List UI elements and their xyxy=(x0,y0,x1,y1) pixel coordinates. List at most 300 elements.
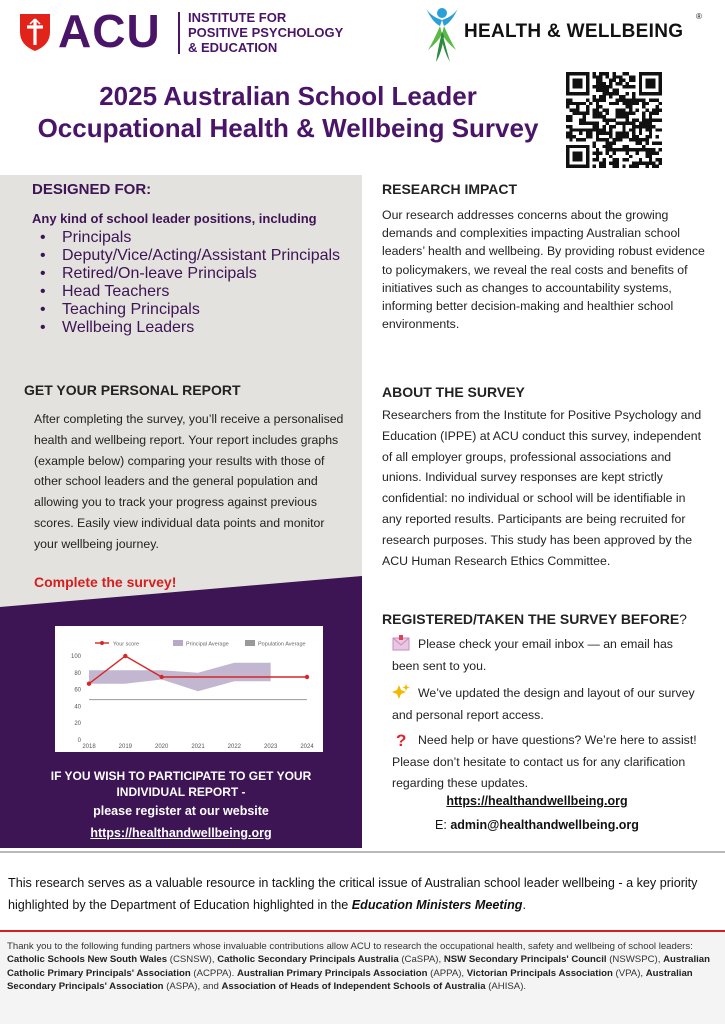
qr-module xyxy=(596,132,599,135)
qr-module xyxy=(579,132,582,135)
qr-module xyxy=(645,155,648,158)
partner-name: Australian Primary Principals Association xyxy=(236,967,428,979)
qr-module xyxy=(569,135,572,138)
qr-module xyxy=(586,151,589,154)
qr-module xyxy=(629,165,632,168)
qr-module xyxy=(586,165,589,168)
email-label: E: xyxy=(435,818,447,832)
qr-module xyxy=(586,82,589,85)
email-line xyxy=(382,818,692,832)
qr-module xyxy=(573,102,576,105)
qr-module xyxy=(612,89,615,92)
qr-module xyxy=(573,112,576,115)
qr-module xyxy=(602,132,605,135)
qr-module xyxy=(586,89,589,92)
qr-module xyxy=(579,122,582,125)
qr-module xyxy=(629,138,632,141)
qr-module xyxy=(586,148,589,151)
qr-module xyxy=(642,112,645,115)
qr-module xyxy=(636,98,639,101)
qr-module xyxy=(612,142,615,145)
health-wellbeing-logo-text: HEALTH & WELLBEING xyxy=(464,21,684,42)
x-tick-label: 2021 xyxy=(191,744,205,750)
qr-module xyxy=(566,75,569,78)
qr-module xyxy=(583,102,586,105)
x-tick-label: 2024 xyxy=(300,744,314,750)
acu-wordmark: ACU xyxy=(58,5,161,57)
qr-module xyxy=(579,82,582,85)
qr-module xyxy=(655,72,658,75)
qr-module xyxy=(602,118,605,121)
qr-module xyxy=(652,165,655,168)
qr-module xyxy=(599,79,602,82)
qr-module xyxy=(626,158,629,161)
qr-module xyxy=(586,135,589,138)
qr-module xyxy=(596,105,599,108)
qr-module xyxy=(612,125,615,128)
qr-module xyxy=(602,128,605,131)
qr-module xyxy=(616,89,619,92)
qr-module xyxy=(599,161,602,164)
qr-module xyxy=(579,155,582,158)
qr-module xyxy=(619,135,622,138)
qr-module xyxy=(632,75,635,78)
qr-module xyxy=(645,92,648,95)
qr-module xyxy=(596,128,599,131)
impact-statement xyxy=(8,872,714,916)
qr-module xyxy=(645,135,648,138)
envelope-icon xyxy=(392,635,410,651)
qr-module xyxy=(599,112,602,115)
qr-module xyxy=(639,125,642,128)
qr-module xyxy=(645,102,648,105)
qr-module xyxy=(649,92,652,95)
qr-module xyxy=(659,158,662,161)
partner-abbr: (NSWSPC), xyxy=(606,954,664,966)
partner-abbr: (VPA), xyxy=(612,967,646,979)
qr-module xyxy=(592,75,595,78)
qr-module xyxy=(602,138,605,141)
qr-module xyxy=(616,112,619,115)
qr-module xyxy=(622,145,625,148)
qr-module xyxy=(592,98,595,101)
x-tick-label: 2020 xyxy=(154,744,169,750)
qr-module xyxy=(622,102,625,105)
qr-module xyxy=(626,135,629,138)
qr-module xyxy=(626,151,629,154)
qr-module xyxy=(579,112,582,115)
qr-module xyxy=(609,161,612,164)
qr-module xyxy=(616,135,619,138)
qr-module xyxy=(606,112,609,115)
example-report-chart xyxy=(55,626,323,752)
qr-module xyxy=(659,108,662,111)
qr-module xyxy=(616,165,619,168)
institute-line: POSITIVE PSYCHOLOGY xyxy=(188,25,344,40)
register-cta-line: please register at our website xyxy=(93,804,269,818)
list-item: • Retired/On-leave Principals xyxy=(38,265,348,283)
qr-module xyxy=(649,98,652,101)
qr-module xyxy=(642,148,645,151)
qr-module xyxy=(596,151,599,154)
qr-module xyxy=(626,102,629,105)
qr-module xyxy=(636,125,639,128)
qr-module xyxy=(622,158,625,161)
qr-module xyxy=(642,105,645,108)
qr-module xyxy=(566,102,569,105)
personal-report-heading: GET YOUR PERSONAL REPORT xyxy=(24,382,241,398)
qr-module xyxy=(626,85,629,88)
qr-module xyxy=(659,148,662,151)
qr-module xyxy=(652,79,655,82)
qr-module xyxy=(616,158,619,161)
qr-module xyxy=(649,115,652,118)
qr-module xyxy=(602,165,605,168)
qr-module xyxy=(566,145,569,148)
qr-module xyxy=(639,75,642,78)
qr-module xyxy=(609,102,612,105)
partner-name: NSW Secondary Principals' Council xyxy=(443,954,607,966)
qr-module xyxy=(599,132,602,135)
qr-module xyxy=(596,102,599,105)
qr-module xyxy=(583,165,586,168)
qr-module xyxy=(576,105,579,108)
qr-module xyxy=(636,151,639,154)
qr-module xyxy=(632,125,635,128)
qr-module xyxy=(642,98,645,101)
qr-module xyxy=(639,89,642,92)
qr-module xyxy=(599,72,602,75)
qr-module xyxy=(599,115,602,118)
qr-module xyxy=(616,115,619,118)
qr-module xyxy=(629,122,632,125)
qr-module xyxy=(629,98,632,101)
header xyxy=(0,0,725,175)
qr-module xyxy=(659,75,662,78)
qr-module xyxy=(622,108,625,111)
qr-module xyxy=(629,112,632,115)
qr-module xyxy=(616,92,619,95)
qr-module xyxy=(655,108,658,111)
qr-module xyxy=(655,128,658,131)
qr-module xyxy=(606,148,609,151)
qr-module xyxy=(649,122,652,125)
qr-module xyxy=(586,92,589,95)
qr-module xyxy=(592,145,595,148)
partner-name: Victorian Principals Association xyxy=(466,967,613,979)
qr-module xyxy=(642,115,645,118)
institute-line: & EDUCATION xyxy=(188,40,278,55)
qr-module xyxy=(612,151,615,154)
qr-module xyxy=(576,128,579,131)
y-tick-label: 80 xyxy=(74,670,81,677)
qr-module xyxy=(573,158,576,161)
qr-module xyxy=(622,125,625,128)
qr-module xyxy=(573,151,576,154)
qr-module xyxy=(599,85,602,88)
qr-module xyxy=(573,155,576,158)
qr-module xyxy=(639,92,642,95)
qr-module xyxy=(596,75,599,78)
qr-module xyxy=(639,72,642,75)
qr-module xyxy=(569,115,572,118)
title-line: 2025 Australian School Leader xyxy=(99,81,477,111)
partner-abbr: (CaSPA), xyxy=(398,954,444,966)
qr-module xyxy=(586,112,589,115)
qr-module xyxy=(642,122,645,125)
qr-module xyxy=(645,142,648,145)
qr-module xyxy=(583,118,586,121)
x-tick-label: 2022 xyxy=(227,744,242,750)
qr-module xyxy=(606,72,609,75)
qr-module xyxy=(639,82,642,85)
qr-module xyxy=(632,95,635,98)
statement-end: . xyxy=(522,898,527,912)
partner-abbr: (APPA), xyxy=(427,967,467,979)
your-score-point xyxy=(305,675,309,679)
qr-module xyxy=(609,135,612,138)
qr-module xyxy=(569,125,572,128)
qr-module xyxy=(645,148,648,151)
update-text: We’ve updated the design and layout of our survey and personal report access. xyxy=(392,686,695,722)
qr-module xyxy=(659,102,662,105)
qr-module xyxy=(616,138,619,141)
designed-for-list xyxy=(38,229,348,337)
qr-module xyxy=(569,118,572,121)
section-divider xyxy=(0,851,725,853)
website-link[interactable]: https://healthandwellbeing.org xyxy=(446,794,628,808)
qr-module xyxy=(655,112,658,115)
qr-module xyxy=(626,92,629,95)
qr-module xyxy=(602,82,605,85)
qr-module xyxy=(626,112,629,115)
qr-module xyxy=(599,165,602,168)
your-score-point xyxy=(159,675,163,679)
qr-module xyxy=(632,92,635,95)
personal-report-body: After completing the survey, you’ll receive a personalised health and wellbeing report. Your report includes graphs (example below) comparing your results with those of other school leaders and the general population and allowing you to track your progress against previous scores. Easily view individual data points and monitor your wellbeing journey. xyxy=(34,412,344,551)
institute-line: INSTITUTE FOR xyxy=(188,10,287,25)
qr-module xyxy=(649,148,652,151)
qr-module xyxy=(576,165,579,168)
qr-module xyxy=(622,79,625,82)
qr-module xyxy=(579,128,582,131)
qr-module xyxy=(626,82,629,85)
qr-module xyxy=(596,115,599,118)
qr-module xyxy=(642,138,645,141)
qr-module xyxy=(655,92,658,95)
qr-module xyxy=(579,158,582,161)
qr-module xyxy=(616,161,619,164)
qr-module xyxy=(566,151,569,154)
qr-module xyxy=(626,148,629,151)
qr-module xyxy=(602,158,605,161)
qr-module xyxy=(586,145,589,148)
qr-module xyxy=(576,138,579,141)
qr-module xyxy=(659,118,662,121)
qr-code[interactable] xyxy=(566,72,662,168)
qr-module xyxy=(642,102,645,105)
qr-module xyxy=(609,142,612,145)
qr-module xyxy=(586,105,589,108)
qr-module xyxy=(579,145,582,148)
qr-module xyxy=(632,132,635,135)
qr-module xyxy=(579,92,582,95)
about-survey-heading: ABOUT THE SURVEY xyxy=(382,384,525,400)
qr-module xyxy=(655,158,658,161)
qr-module xyxy=(612,158,615,161)
qr-module xyxy=(573,79,576,82)
qr-module xyxy=(655,105,658,108)
qr-module xyxy=(639,98,642,101)
qr-module xyxy=(602,72,605,75)
qr-module xyxy=(629,155,632,158)
list-item: • Deputy/Vice/Acting/Assistant Principals xyxy=(38,247,348,265)
funding-acknowledgement xyxy=(7,940,719,994)
institute-name xyxy=(188,10,343,55)
qr-module xyxy=(586,98,589,101)
qr-module xyxy=(609,118,612,121)
qr-module xyxy=(606,75,609,78)
partner-name: Australian Secondary Principals' Association xyxy=(7,967,693,993)
qr-module xyxy=(626,115,629,118)
qr-module xyxy=(639,138,642,141)
qr-module xyxy=(612,79,615,82)
qr-module xyxy=(592,125,595,128)
qr-module xyxy=(586,161,589,164)
qr-module xyxy=(659,142,662,145)
qr-module xyxy=(576,151,579,154)
qr-module xyxy=(579,102,582,105)
qr-module xyxy=(589,128,592,131)
qr-module xyxy=(655,98,658,101)
qr-module xyxy=(602,108,605,111)
update-item xyxy=(392,730,702,795)
qr-module xyxy=(642,118,645,121)
qr-module xyxy=(659,85,662,88)
qr-module xyxy=(636,118,639,121)
qr-module xyxy=(619,75,622,78)
register-cta-line: IF YOU WISH TO PARTICIPATE TO GET YOUR xyxy=(50,769,312,783)
qr-module xyxy=(652,108,655,111)
qr-module xyxy=(569,92,572,95)
qr-module xyxy=(645,72,648,75)
qr-module xyxy=(626,118,629,121)
qr-module xyxy=(606,145,609,148)
qr-module xyxy=(612,118,615,121)
qr-module xyxy=(609,85,612,88)
qr-module xyxy=(632,79,635,82)
your-score-point xyxy=(87,682,91,686)
qr-module xyxy=(626,72,629,75)
qr-module xyxy=(602,92,605,95)
qr-module xyxy=(599,128,602,131)
sparkles-icon xyxy=(392,684,410,700)
qr-module xyxy=(619,138,622,141)
qr-module xyxy=(619,132,622,135)
legend-label: Principal Average xyxy=(186,641,229,648)
update-item xyxy=(392,634,702,677)
qr-module xyxy=(606,92,609,95)
qr-module xyxy=(659,128,662,131)
research-impact-body: Our research addresses concerns about the growing demands and complexities impacting Australian school leaders’ health and wellbeing. By providing robust evidence to policymakers, we reveal the real costs and benefits of initiatives such as changes to accountability systems, informing better decision-making and healthier school environments. xyxy=(382,208,705,332)
qr-module xyxy=(632,128,635,131)
qr-module xyxy=(606,132,609,135)
qr-module xyxy=(579,85,582,88)
qr-module xyxy=(619,108,622,111)
qr-module xyxy=(609,148,612,151)
qr-module xyxy=(576,145,579,148)
qr-module xyxy=(616,132,619,135)
qr-module xyxy=(596,158,599,161)
qr-module xyxy=(589,135,592,138)
qr-module xyxy=(566,161,569,164)
qr-module xyxy=(606,89,609,92)
qr-module xyxy=(629,102,632,105)
qr-module xyxy=(586,158,589,161)
y-tick-label: 100 xyxy=(70,654,81,660)
legend-swatch-principal xyxy=(173,640,183,646)
qr-module xyxy=(652,92,655,95)
partner-abbr: (ACPPA). xyxy=(190,967,237,979)
qr-module xyxy=(652,72,655,75)
qr-module xyxy=(636,108,639,111)
qr-module xyxy=(622,95,625,98)
x-tick-label: 2018 xyxy=(82,744,96,750)
list-item: • Head Teachers xyxy=(38,283,348,301)
list-item: • Teaching Principals xyxy=(38,301,348,319)
qr-module xyxy=(649,82,652,85)
qr-module xyxy=(612,92,615,95)
qr-module xyxy=(599,89,602,92)
qr-module xyxy=(636,102,639,105)
qr-module xyxy=(579,72,582,75)
qr-module xyxy=(619,122,622,125)
qr-module xyxy=(649,128,652,131)
qr-module xyxy=(596,82,599,85)
qr-module xyxy=(596,89,599,92)
qr-module xyxy=(655,135,658,138)
logo-divider xyxy=(178,12,180,54)
qr-module xyxy=(642,72,645,75)
qr-module xyxy=(616,122,619,125)
qr-module xyxy=(566,125,569,128)
qr-module xyxy=(659,72,662,75)
qr-module xyxy=(609,79,612,82)
legend-swatch-population xyxy=(245,640,255,646)
complete-survey-link[interactable]: Complete the survey! xyxy=(34,574,177,590)
qr-module xyxy=(576,155,579,158)
qr-module xyxy=(602,145,605,148)
email-link[interactable]: admin@healthandwellbeing.org xyxy=(450,818,639,832)
qr-module xyxy=(576,92,579,95)
qr-module xyxy=(626,145,629,148)
qr-module xyxy=(629,85,632,88)
qr-module xyxy=(602,95,605,98)
qr-module xyxy=(606,138,609,141)
qr-module xyxy=(649,158,652,161)
qr-module xyxy=(642,125,645,128)
qr-module xyxy=(652,85,655,88)
qr-module xyxy=(629,75,632,78)
register-website-link[interactable]: https://healthandwellbeing.org xyxy=(90,826,272,840)
qr-module xyxy=(586,72,589,75)
qr-module xyxy=(579,151,582,154)
qr-module xyxy=(599,75,602,78)
question-icon xyxy=(392,731,410,747)
qr-module xyxy=(566,85,569,88)
qr-module xyxy=(632,148,635,151)
partner-abbr: (AHISA). xyxy=(485,981,527,993)
